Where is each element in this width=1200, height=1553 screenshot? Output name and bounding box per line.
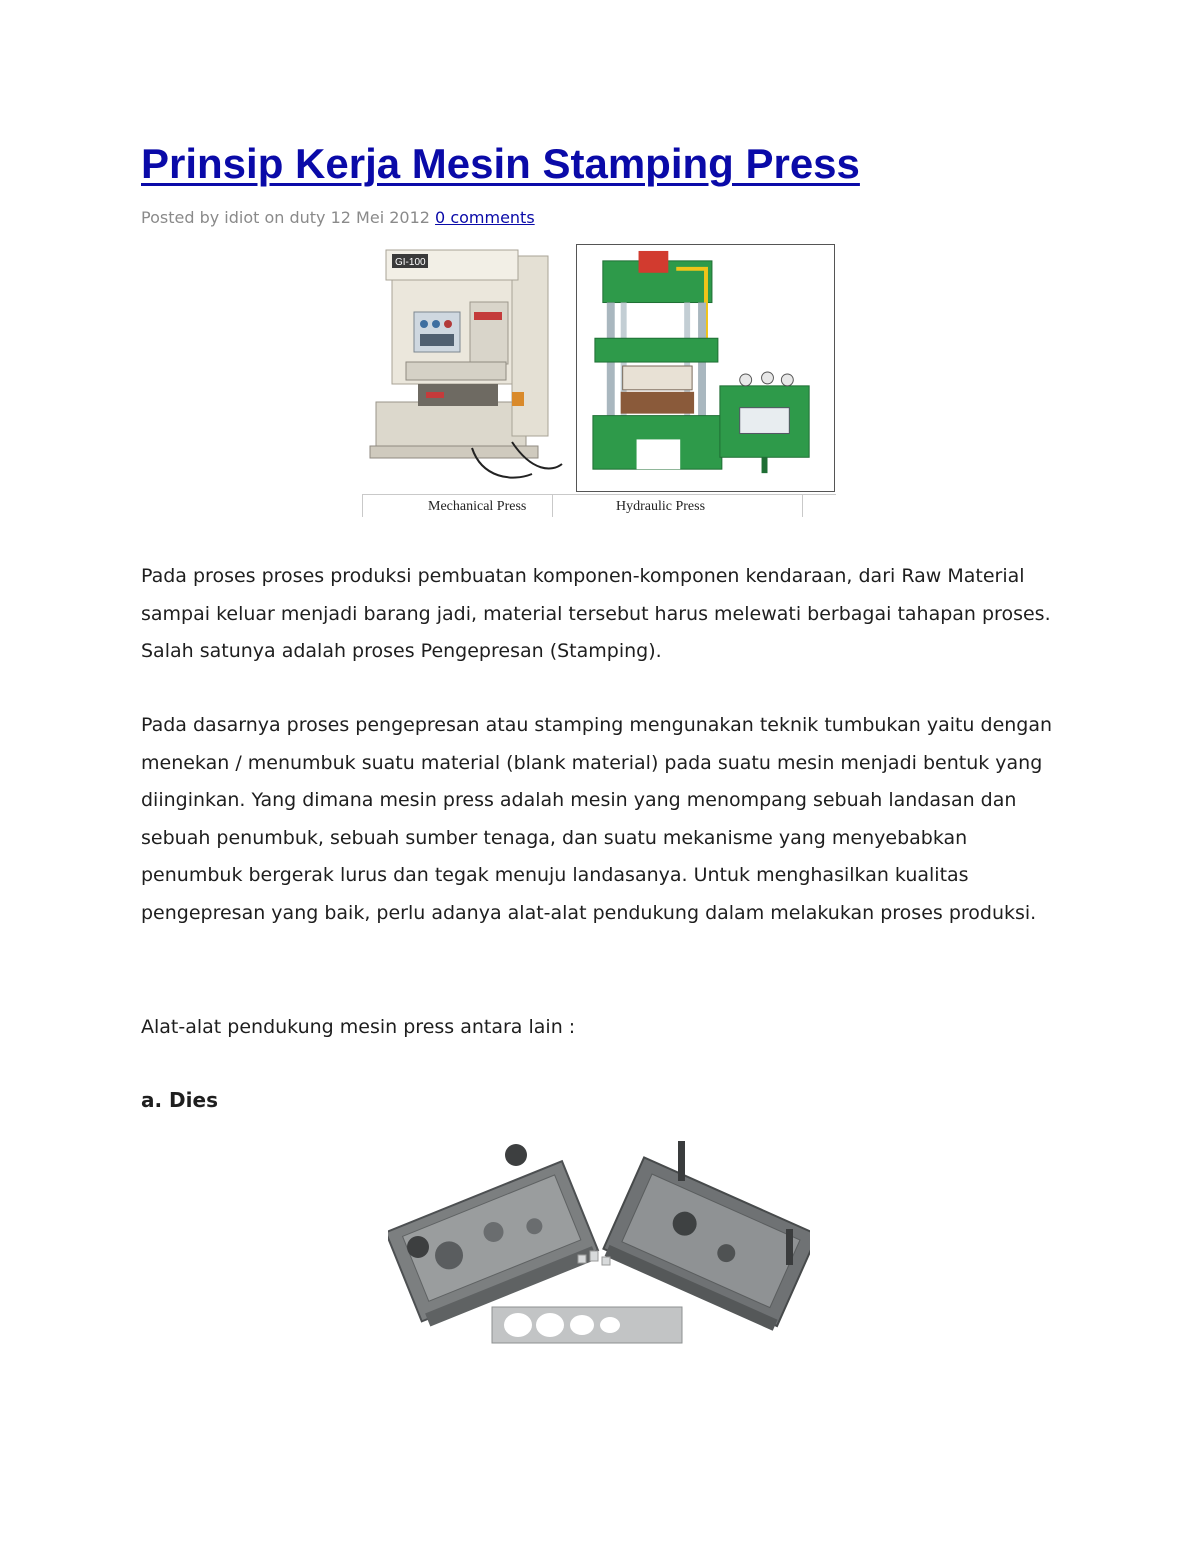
caption-hydraulic-press: Hydraulic Press [616,499,706,514]
paragraph-intro: Pada proses proses produksi pembuatan komponen-komponen kendaraan, dari Raw Material sampai keluar menjadi barang jadi, material tersebut harus melewati berbagai tahapan proses. Salah satunya adalah proses Pengepresan (Stamping). [141,565,1051,662]
dies-image [388,1135,810,1357]
comments-link[interactable]: 0 comments [435,208,535,227]
gi-label: GI-100 [395,257,426,268]
hydraulic-press-image [576,244,835,492]
press-comparison-figure [362,242,836,516]
article-title: Prinsip Kerja Mesin Stamping Press [141,140,860,187]
post-meta-text: Posted by idiot on duty 12 Mei 2012 [141,208,430,227]
mechanical-press-image [362,242,570,494]
paragraph-stamping: Pada dasarnya proses pengepresan atau stamping mengunakan teknik tumbukan yaitu dengan menekan / menumbuk suatu material (blank material) pada suatu mesin menjadi bentuk yang diinginkan. Yang dimana mesin press adalah mesin yang menompang sebuah landasan dan sebuah penumbuk, sebuah sumber tenaga, dan suatu mekanisme yang menyebabkan penumbuk bergerak lurus dan tegak menuju landasanya. Untuk menghasilkan kualitas pengepresan yang baik, perlu adanya alat-alat pendukung dalam melakukan proses produksi. [141,714,1053,924]
caption-mechanical-press: Mechanical Press [428,499,527,514]
figure-caption-row [362,494,836,517]
post-meta [141,208,535,227]
paragraph-tools: Alat-alat pendukung mesin press antara lain : [141,1016,576,1038]
section-heading-dies: a. Dies [141,1088,218,1112]
